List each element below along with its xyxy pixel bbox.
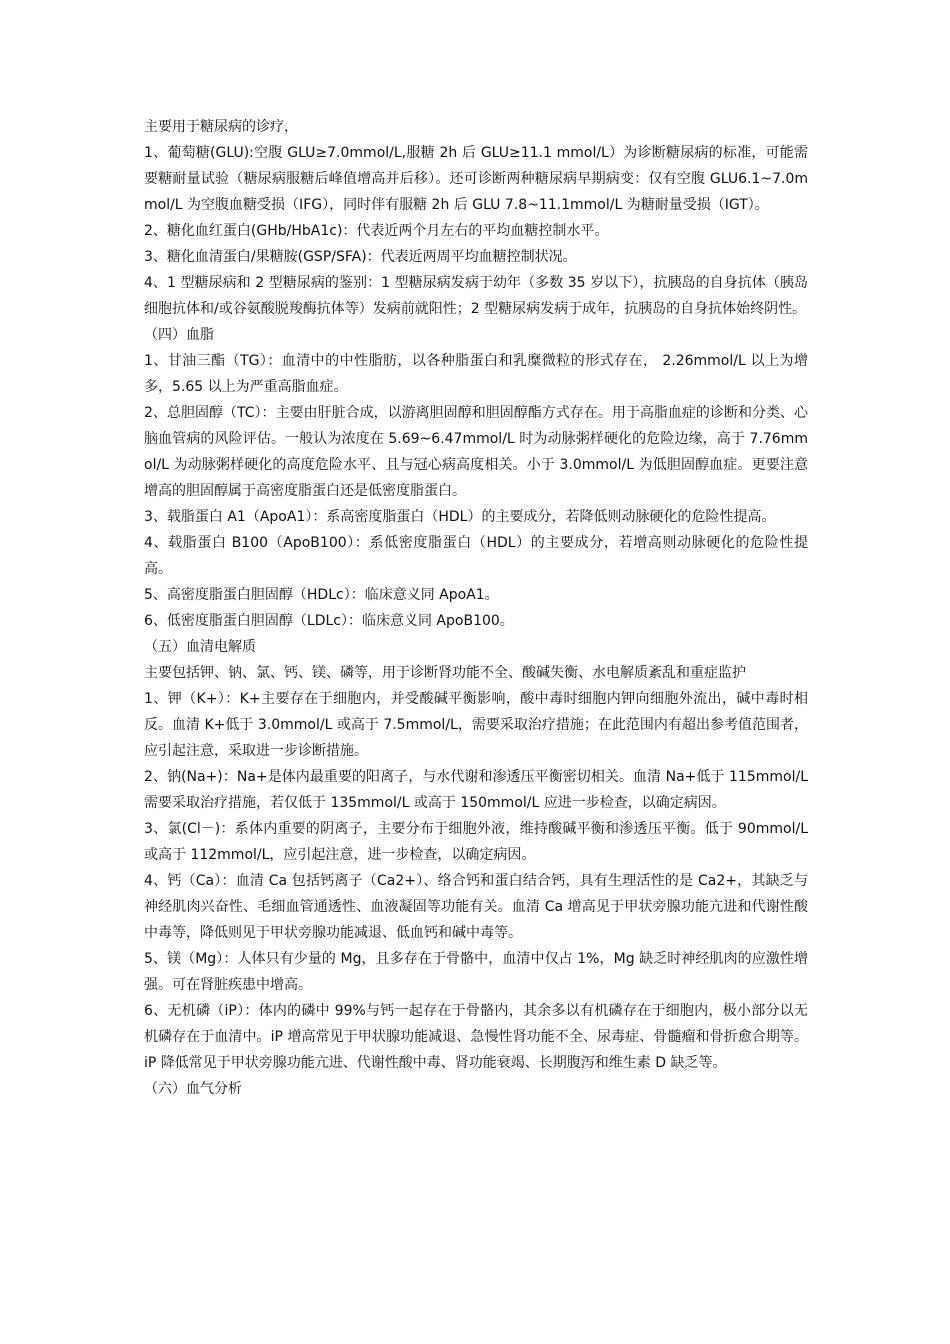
section-heading-blood-gas: （六）血气分析: [144, 1081, 242, 1097]
tg-paragraph: 1、甘油三酯（TG）：血清中的中性脂肪，以各种脂蛋白和乳糜微粒的形式存在， 2.26mmol/L 以上为增多，5.65 以上为严重高脂血症。: [144, 353, 808, 395]
apoa1-paragraph: 3、载脂蛋白 A1（ApoA1）：系高密度脂蛋白（HDL）的主要成分，若降低则动脉硬化的危险性提高。: [144, 509, 776, 525]
glucose-paragraph: 1、葡萄糖(GLU):空腹 GLU≥7.0mmol/L,服糖 2h 后 GLU≥11.1 mmol/L）为诊断糖尿病的标准，可能需要糖耐量试验（糖尿病服糖后峰值增高并后移）。还可诊断两种糖尿病早期病变：仅有空腹 GLU6.1~7.0mmol/L 为空腹血糖受损（IFG），同时伴有服糖 2h 后 GLU 7.8~11.1mmol/L 为糖耐量受损（IGT）。: [144, 145, 808, 213]
apob100-paragraph: 4、载脂蛋白 B100（ApoB100）：系低密度脂蛋白（HDL）的主要成分，若增高则动脉硬化的危险性提高。: [144, 535, 808, 577]
section-heading-electrolytes: （五）血清电解质: [144, 639, 256, 655]
sodium-paragraph: 2、钠(Na+)：Na+是体内最重要的阳离子，与水代谢和渗透压平衡密切相关。血清 Na+低于 115mmol/L 需要采取治疗措施，若仅低于 135mmol/L 或高于 150mmol/L 应进一步检查，以确定病因。: [144, 769, 808, 811]
chloride-paragraph: 3、氯(Cl－)：系体内重要的阴离子，主要分布于细胞外液，维持酸碱平衡和渗透压平衡。低于 90mmol/L 或高于 112mmol/L，应引起注意，进一步检查，以确定病因。: [144, 821, 808, 863]
intro-paragraph: 主要用于糖尿病的诊疗，: [144, 119, 298, 135]
tc-paragraph: 2、总胆固醇（TC）：主要由肝脏合成，以游离胆固醇和胆固醇酯方式存在。用于高脂血症的诊断和分类、心脑血管病的风险评估。一般认为浓度在 5.69~6.47mmol/L 时为动脉粥样硬化的危险边缘，高于 7.76mmol/L 为动脉粥样硬化的高度危险水平、且与冠心病高度相关。小于 3.0mmol/L 为低胆固醇血症。更要注意增高的胆固醇属于高密度脂蛋白还是低密度脂蛋白。: [144, 405, 808, 499]
document-body: [144, 114, 808, 1102]
hdlc-paragraph: 5、高密度脂蛋白胆固醇（HDLc）：临床意义同 ApoA1。: [144, 587, 499, 603]
magnesium-paragraph: 5、镁（Mg）：人体只有少量的 Mg，且多存在于骨骼中，血清中仅占 1%，Mg 缺乏时神经肌肉的应激性增强。可在肾脏疾患中增高。: [144, 951, 808, 993]
potassium-paragraph: 1、钾（K+）：K+主要存在于细胞内，并受酸碱平衡影响，酸中毒时细胞内钾向细胞外流出，碱中毒时相反。血清 K+低于 3.0mmol/L 或高于 7.5mmol/L，需要采取治疗措施；在此范围内有超出参考值范围者，应引起注意，采取进一步诊断措施。: [144, 691, 808, 759]
calcium-paragraph: 4、钙（Ca）：血清 Ca 包括钙离子（Ca2+）、络合钙和蛋白结合钙，具有生理活性的是 Ca2+，其缺乏与神经肌肉兴奋性、毛细血管通透性、血液凝固等功能有关。血清 Ca 增高见于甲状旁腺功能亢进和代谢性酸中毒等，降低则见于甲状旁腺功能减退、低血钙和碱中毒等。: [144, 873, 808, 941]
gsp-paragraph: 3、糖化血清蛋白/果糖胺(GSP/SFA)：代表近两周平均血糖控制状况。: [144, 249, 577, 265]
section-heading-lipids: （四）血脂: [144, 327, 214, 343]
phosphorus-paragraph: 6、无机磷（iP）：体内的磷中 99%与钙一起存在于骨骼内，其余多以有机磷存在于细胞内，极小部分以无机磷存在于血清中。iP 增高常见于甲状腺功能减退、急慢性肾功能不全、尿毒症、骨髓瘤和骨折愈合期等。iP 降低常见于甲状旁腺功能亢进、代谢性酸中毒、肾功能衰竭、长期腹泻和维生素 D 缺乏等。: [144, 1003, 808, 1071]
ldlc-paragraph: 6、低密度脂蛋白胆固醇（LDLc）：临床意义同 ApoB100。: [144, 613, 514, 629]
electrolytes-intro-paragraph: 主要包括钾、钠、氯、钙、镁、磷等，用于诊断肾功能不全、酸碱失衡、水电解质紊乱和重症监护: [144, 665, 746, 681]
hba1c-paragraph: 2、糖化血红蛋白(GHb/HbA1c)：代表近两个月左右的平均血糖控制水平。: [144, 223, 609, 239]
diabetes-type-paragraph: 4、1 型糖尿病和 2 型糖尿病的鉴别：1 型糖尿病发病于幼年（多数 35 岁以下），抗胰岛的自身抗体（胰岛细胞抗体和/或谷氨酸脱羧酶抗体等）发病前就阳性；2 型糖尿病发病于成年，抗胰岛的自身抗体始终阴性。: [144, 275, 808, 317]
